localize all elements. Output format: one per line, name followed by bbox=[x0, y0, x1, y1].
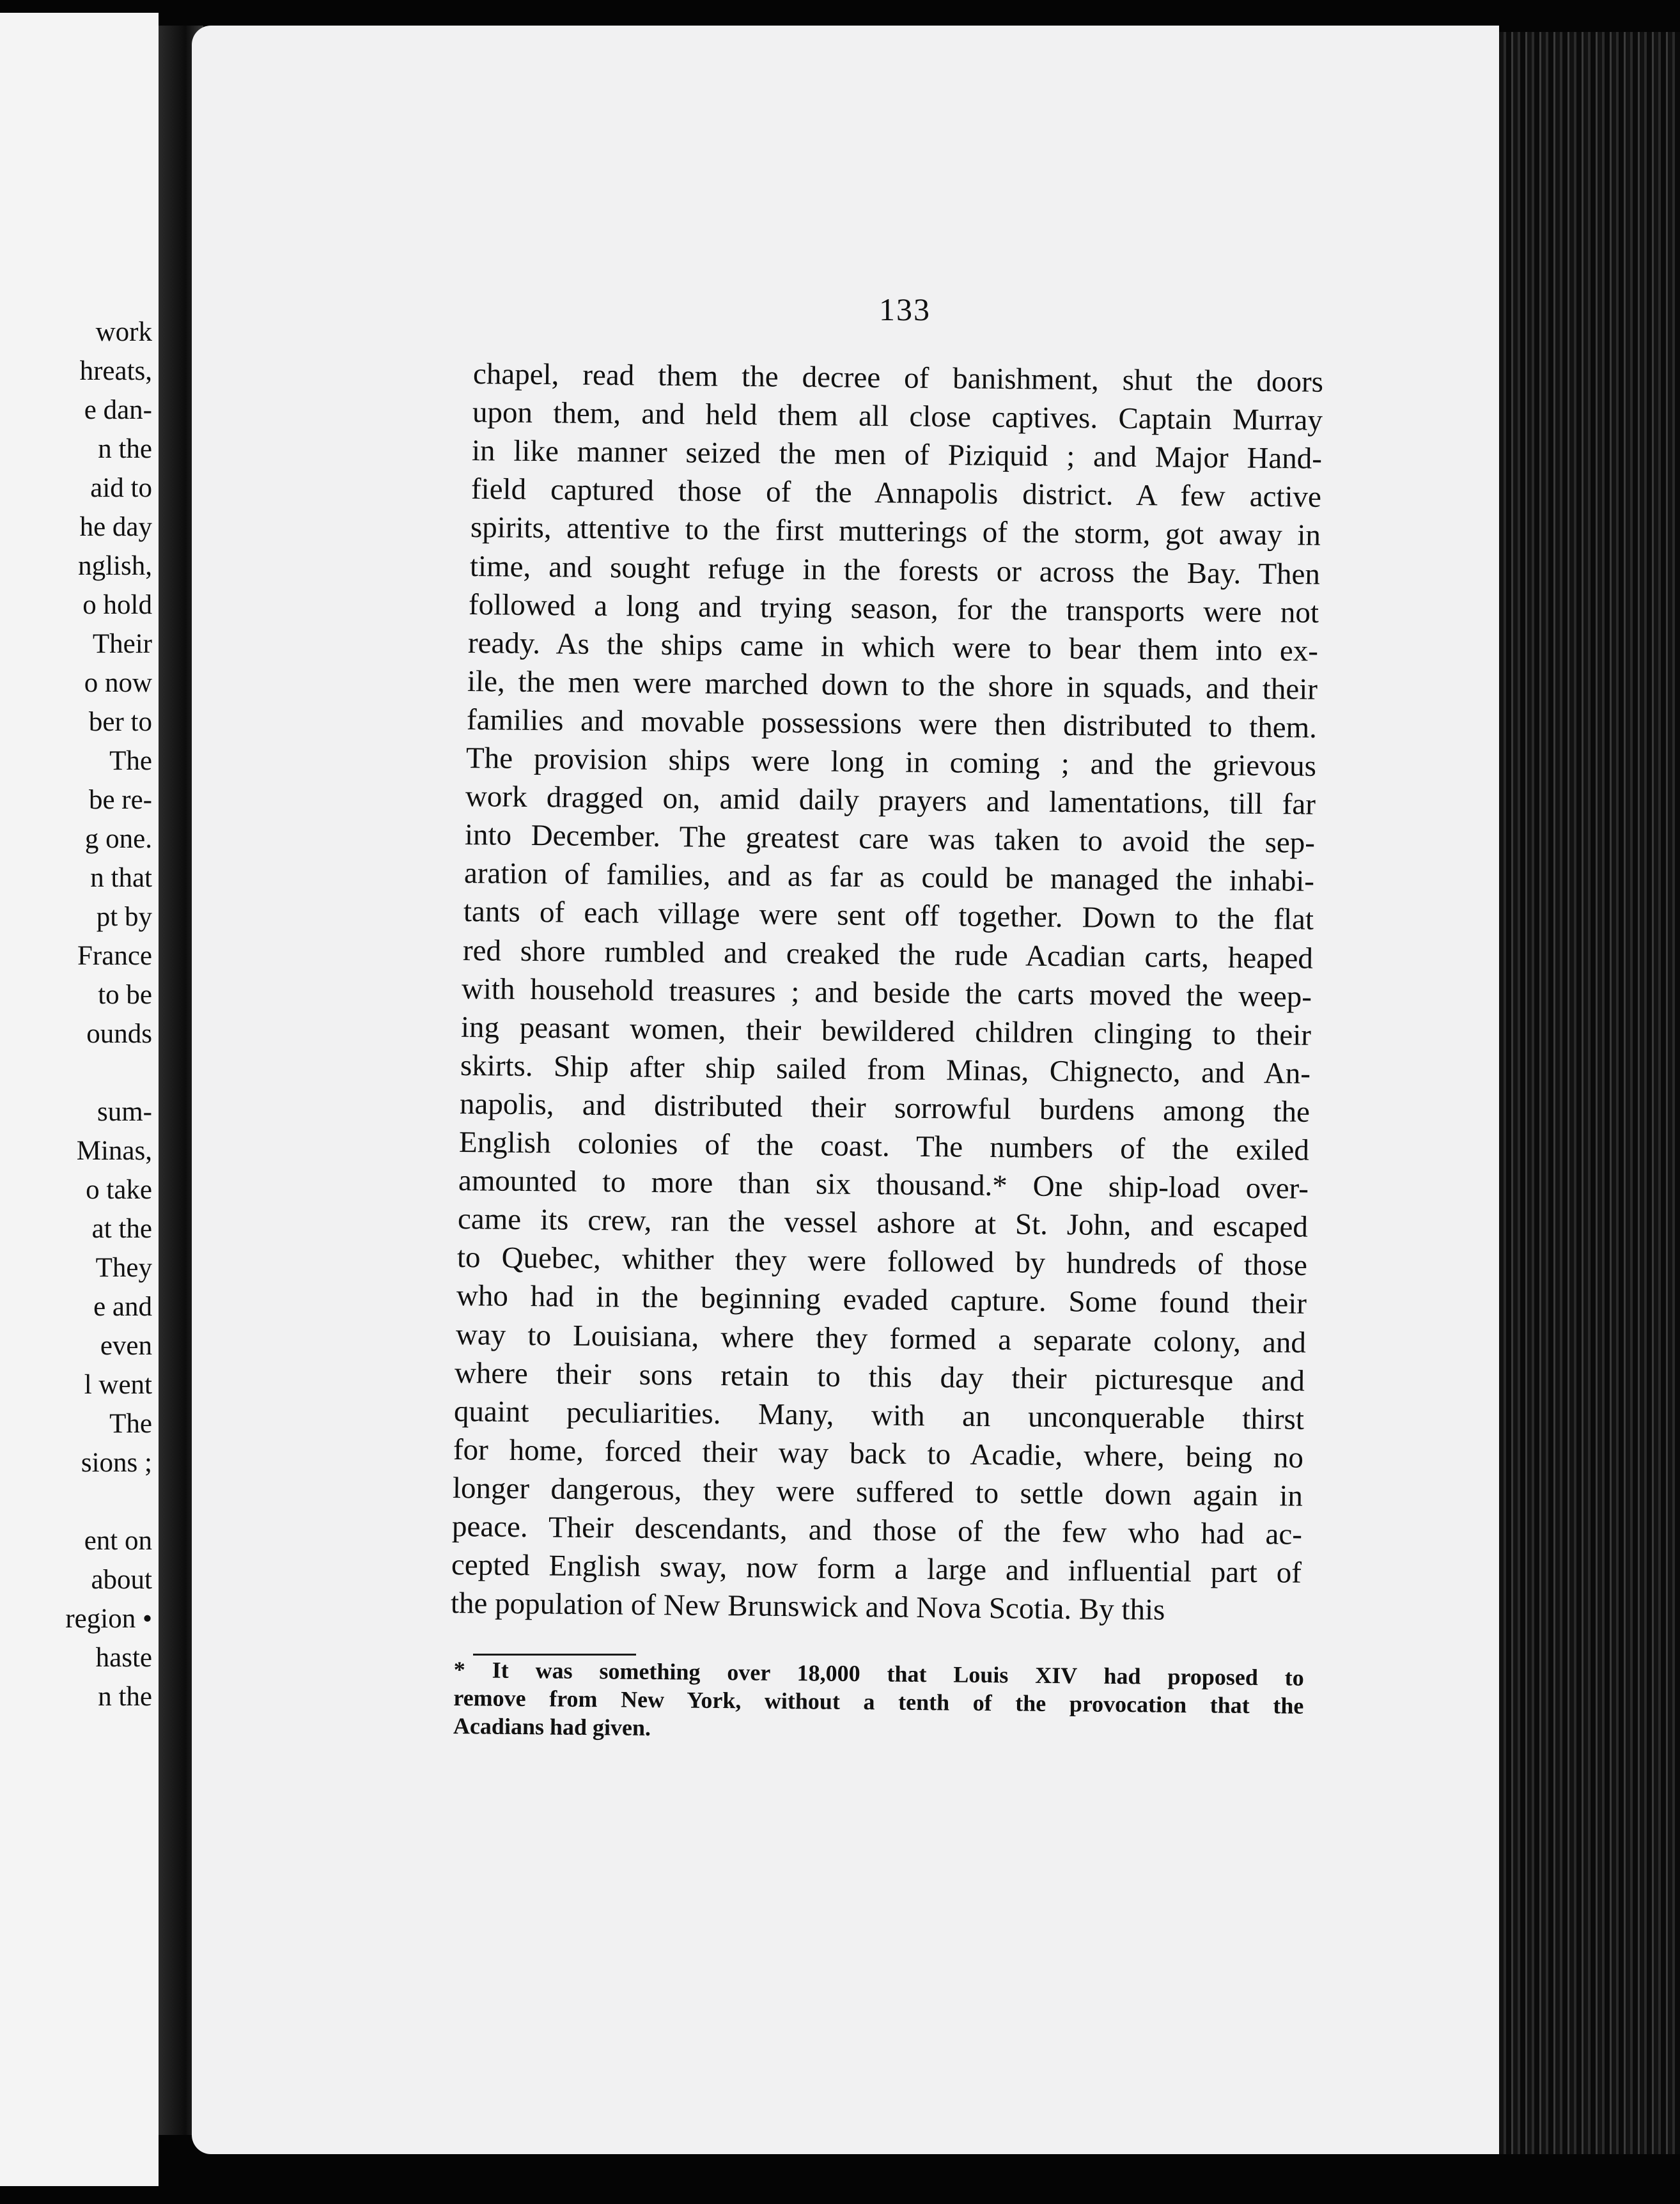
previous-page-line: he day bbox=[79, 512, 152, 542]
previous-page-line: sions ; bbox=[81, 1448, 152, 1478]
book-page bbox=[192, 26, 1499, 2154]
page-edges bbox=[1499, 32, 1680, 2154]
previous-page-line: at the bbox=[91, 1214, 152, 1244]
previous-page-line: about bbox=[91, 1565, 152, 1595]
text-line: into December. The greatest care was taken to avoid the sep- bbox=[464, 818, 1315, 860]
previous-page-line: The bbox=[109, 1409, 152, 1439]
text-line: with household treasures ; and beside the carts moved the weep- bbox=[462, 972, 1312, 1014]
previous-page-line: ber to bbox=[88, 707, 152, 737]
text-line: napolis, and distributed their sorrowful burdens among the bbox=[459, 1087, 1311, 1129]
previous-page-line: region • bbox=[65, 1604, 152, 1634]
text-line: to Quebec, whither they were followed by hundreds of those bbox=[456, 1241, 1307, 1283]
text-line: upon them, and held them all close captives. Captain Murray bbox=[472, 396, 1323, 437]
footnote-line: * It was something over 18,000 that Louis XIV had proposed to bbox=[453, 1657, 1304, 1691]
previous-page-line: ounds bbox=[86, 1019, 152, 1049]
previous-page-line: France bbox=[77, 941, 152, 971]
text-line: tants of each village were sent off together. Down to the flat bbox=[463, 895, 1314, 937]
page-number: 133 bbox=[879, 291, 931, 327]
previous-page-line: l went bbox=[84, 1370, 152, 1400]
text-line: where their sons retain to this day their picturesque and bbox=[455, 1356, 1305, 1398]
text-line: came its crew, ran the vessel ashore at St. John, and escaped bbox=[457, 1202, 1308, 1244]
previous-page-line: work bbox=[95, 317, 152, 347]
text-line: spirits, attentive to the first mutterings of the storm, got away in bbox=[470, 511, 1321, 553]
previous-page-line: even bbox=[100, 1331, 152, 1361]
text-line: way to Louisiana, where they formed a separate colony, and bbox=[455, 1317, 1306, 1360]
previous-page-line: ent on bbox=[84, 1526, 152, 1556]
previous-page-line: pt by bbox=[96, 902, 152, 932]
previous-page-fragment bbox=[0, 13, 159, 2186]
previous-page-line: n the bbox=[98, 434, 152, 464]
previous-page-line: e and bbox=[93, 1292, 152, 1322]
text-line: work dragged on, amid daily prayers and lamentations, till far bbox=[465, 780, 1316, 821]
previous-page-line: haste bbox=[95, 1643, 152, 1673]
previous-page-line: aid to bbox=[90, 473, 152, 503]
previous-page-line: g one. bbox=[84, 824, 152, 854]
text-line: chapel, read them the decree of banishment, shut the doors bbox=[472, 357, 1324, 399]
previous-page-line: to be bbox=[98, 980, 152, 1010]
previous-page-line: Minas, bbox=[76, 1136, 152, 1166]
footnote-rule bbox=[473, 1654, 636, 1656]
footnote bbox=[453, 1656, 1304, 1748]
previous-page-line: o hold bbox=[82, 590, 152, 620]
text-line: the population of New Brunswick and Nova Scotia. By this bbox=[450, 1587, 1165, 1627]
previous-page-line: o take bbox=[86, 1175, 152, 1205]
previous-page-line: e dan- bbox=[84, 395, 152, 425]
text-line: ing peasant women, their bewildered children clinging to their bbox=[461, 1010, 1312, 1052]
text-line: ready. As the ships came in which were to bear them into ex- bbox=[468, 626, 1319, 668]
previous-page-line: n the bbox=[98, 1682, 152, 1712]
text-line: peace. Their descendants, and those of the few who had ac- bbox=[451, 1510, 1303, 1551]
previous-page-line: n that bbox=[90, 863, 152, 893]
text-line: red shore rumbled and creaked the rude Acadian carts, heaped bbox=[462, 933, 1313, 975]
text-line: followed a long and trying season, for the transports were not bbox=[469, 587, 1319, 630]
text-line: quaint peculiarities. Many, with an unconquerable thirst bbox=[454, 1394, 1305, 1436]
previous-page-line: They bbox=[95, 1253, 152, 1283]
previous-page-line: The bbox=[109, 746, 152, 776]
text-line: for home, forced their way back to Acadie, where, being no bbox=[453, 1432, 1304, 1475]
text-line: time, and sought refuge in the forests or across the Bay. Then bbox=[469, 549, 1320, 591]
text-line: The provision ships were long in coming ; and the grievous bbox=[465, 741, 1317, 783]
text-line: ile, the men were marched down to the shore in squads, and their bbox=[467, 664, 1318, 706]
previous-page-line: be re- bbox=[88, 785, 152, 815]
text-line: skirts. Ship after ship sailed from Minas, Chignecto, and An- bbox=[460, 1048, 1311, 1090]
previous-page-line: o now bbox=[84, 668, 152, 698]
text-line: families and movable possessions were then distributed to them. bbox=[466, 702, 1318, 745]
text-line: longer dangerous, they were suffered to settle down again in bbox=[452, 1471, 1303, 1513]
text-line: in like manner seized the men of Piziquid ; and Major Hand- bbox=[471, 434, 1322, 476]
text-line: who had in the beginning evaded capture. Some found their bbox=[456, 1279, 1307, 1321]
text-line: cepted English sway, now form a large and influential part of bbox=[451, 1548, 1302, 1590]
previous-page-line: sum- bbox=[97, 1097, 152, 1127]
footnote-line: remove from New York, without a tenth of the provocation that the bbox=[453, 1684, 1304, 1719]
text-line: aration of families, and as far as could be managed the inhabi- bbox=[463, 857, 1314, 899]
text-line: amounted to more than six thousand.* One ship-load over- bbox=[458, 1164, 1309, 1206]
text-line: field captured those of the Annapolis district. A few active bbox=[471, 472, 1321, 515]
previous-page-line: hreats, bbox=[79, 356, 152, 386]
footnote-line: Acadians had given. bbox=[453, 1712, 651, 1741]
text-line: English colonies of the coast. The numbers of the exiled bbox=[458, 1126, 1310, 1167]
previous-page-line: Their bbox=[92, 629, 152, 659]
previous-page-line: nglish, bbox=[78, 551, 152, 581]
